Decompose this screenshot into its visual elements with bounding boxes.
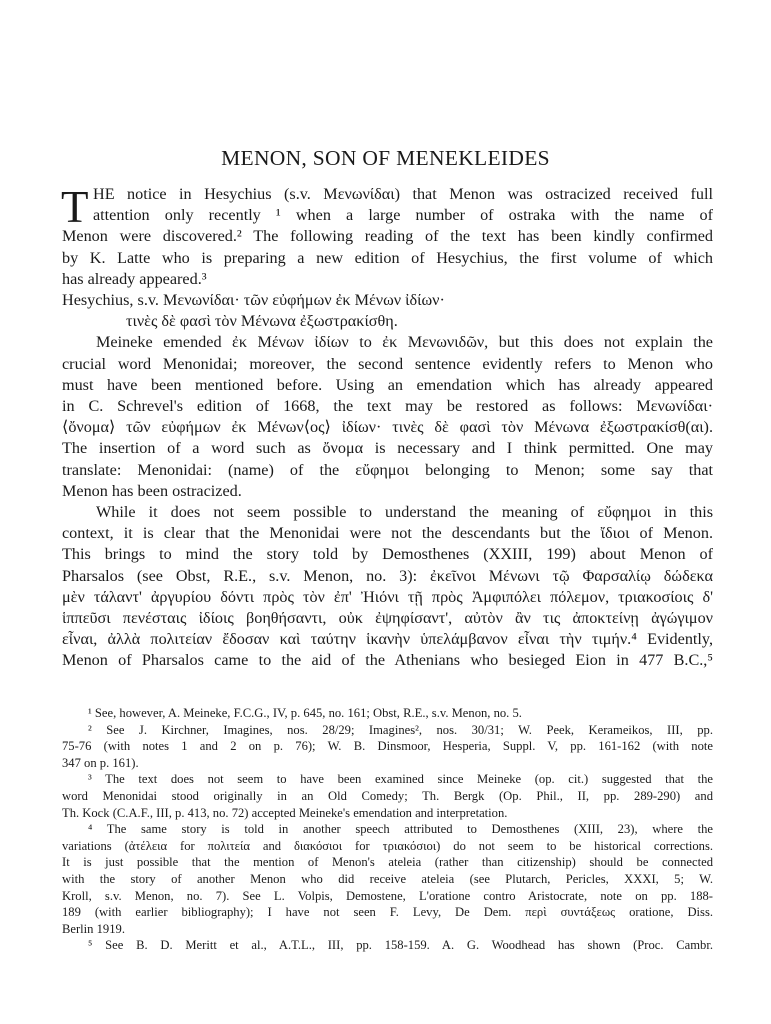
footnote-line: Berlin 1919. xyxy=(62,921,125,936)
footnote-line: Th. Kock (C.A.F., III, p. 413, no. 72) accepted Meineke's emendation and interpretation. xyxy=(62,805,508,820)
text-line: ⟨ὄνομα⟩ τῶν εὐφήμων ἐκ Μένων⟨ος⟩ ἰδίων· τινὲς δὲ φασὶ τὸν Μένωνα ἐξωστρακίσθ(αι). xyxy=(62,418,713,437)
footnote-line: ¹ See, however, A. Meineke, F.C.G., IV, p. 645, no. 161; Obst, R.E., s.v. Menon, no. 5. xyxy=(88,706,522,720)
text-line: context, it is clear that the Menonidai were not the descendants but the ἴδιοι of Menon. xyxy=(62,524,713,543)
drop-cap: T xyxy=(61,182,89,232)
text-line: Menon has been ostracized. xyxy=(62,481,242,500)
text-line: ἱππεῦσι πενέσταις ἰδίοις βοηθήσαντι, οὐκ ἐψηφίσαντ', αὐτὸν ἂν τις ἀποκτείνῃ ἀγώγιμον xyxy=(62,609,713,628)
text-line: Meineke emended ἐκ Μένων ἰδίων to ἐκ Μενωνιδῶν, but this does not explain the xyxy=(96,333,713,352)
text-line: τινὲς δὲ φασὶ τὸν Μένωνα ἐξωστρακίσθη. xyxy=(126,312,398,331)
text-line: Menon were discovered.² The following reading of the text has been kindly confirmed xyxy=(62,227,713,246)
text-line: Menon of Pharsalos came to the aid of the Athenians who besieged Eion in 477 B.C.,⁵ xyxy=(62,651,713,670)
footnote-line: 347 on p. 161). xyxy=(62,755,139,770)
text-line: attention only recently ¹ when a large number of ostraka with the name of xyxy=(93,206,713,225)
footnote-line: 75-76 (with notes 1 and 2 on p. 76); W. B. Dinsmoor, Hesperia, Suppl. V, pp. 161-162 (with note xyxy=(62,739,713,754)
text-line: εἶναι, ἀλλὰ πολιτείαν ἔδοσαν καὶ ταύτην ἱκανὴν ὑπελάμβανον εἶναι τὴν τιμήν.⁴ Evidently, xyxy=(62,630,713,649)
footnote-line: 189 (with earlier bibliography); I have not seen F. Levy, De Dem. περὶ συντάξεως oratione, Diss. xyxy=(62,905,713,920)
text-line: The insertion of a word such as ὄνομα is necessary and I think permitted. One may xyxy=(62,439,713,458)
text-line: Hesychius, s.v. Μενωνίδαι· τῶν εὐφήμων ἐκ Μένων ἰδίων· xyxy=(62,291,445,310)
footnote-line: ² See J. Kirchner, Imagines, nos. 28/29; Imagines², nos. 30/31; W. Peek, Kerameikos, III, pp. xyxy=(88,722,713,737)
text-line: HE notice in Hesychius (s.v. Μενωνίδαι) that Menon was ostracized received full xyxy=(93,185,713,203)
text-line: has already appeared.³ xyxy=(62,269,207,288)
text-line: Pharsalos (see Obst, R.E., s.v. Menon, no. 3): ἐκεῖνοι Μένωνι τῷ Φαρσαλίῳ δώδεκα xyxy=(62,566,713,585)
footnote-line: word Menonidai stood originally in an Old Comedy; Th. Bergk (Op. Phil., II, pp. 289-290) and xyxy=(62,788,713,803)
text-line: in C. Schrevel's edition of 1668, the text may be restored as follows: Μενωνίδαι· xyxy=(62,397,713,416)
text-line: by K. Latte who is preparing a new edition of Hesychius, the first volume of which xyxy=(62,248,713,267)
text-line: translate: Menonidai: (name) of the εὔφημοι belonging to Menon; some say that xyxy=(62,460,713,479)
footnote-line: variations (ἀτέλεια for πολιτεία and διακόσιοι for τριακόσιοι) do not seem to be historical corrections. xyxy=(62,838,713,853)
footnote-line: ³ The text does not seem to have been examined since Meineke (op. cit.) suggested that the xyxy=(88,772,713,787)
text-line: μὲν τάλαντ' ἀργυρίου δόντι πρὸς τὸν ἐπ' Ἠιόνι τῇ πρὸς Ἀμφιπόλει πόλεμον, τριακοσίοις δ' xyxy=(62,587,713,606)
text-line: must have been mentioned before. Using an emendation which has already appeared xyxy=(62,375,713,394)
footnotes xyxy=(62,705,713,954)
footnote-line: with the story of another Menon who did receive ateleia (see Plutarch, Pericles, XXXI, 5; W. xyxy=(62,871,713,886)
footnote-line: It is just possible that the mention of Menon's ateleia (rather than citizenship) should be connected xyxy=(62,855,713,870)
text-line: This brings to mind the story told by Demosthenes (XXIII, 199) about Menon of xyxy=(62,545,713,564)
footnote-line: Kroll, s.v. Menon, no. 7). See L. Volpis, Demostene, L'oratione contro Aristocrate, note on pp. 188- xyxy=(62,888,713,903)
page-title: MENON, SON OF MENEKLEIDES xyxy=(221,146,550,170)
text-line: While it does not seem possible to understand the meaning of εὔφημοι in this xyxy=(96,503,713,522)
text-line: crucial word Menonidai; moreover, the second sentence evidently refers to Menon who xyxy=(62,354,713,373)
footnote-line: ⁵ See B. D. Meritt et al., A.T.L., III, pp. 158-159. A. G. Woodhead has shown (Proc. Cambr. xyxy=(88,938,713,953)
footnote-line: ⁴ The same story is told in another speech attributed to Demosthenes (XIII, 23), where the xyxy=(88,822,713,837)
main-text xyxy=(62,184,713,672)
